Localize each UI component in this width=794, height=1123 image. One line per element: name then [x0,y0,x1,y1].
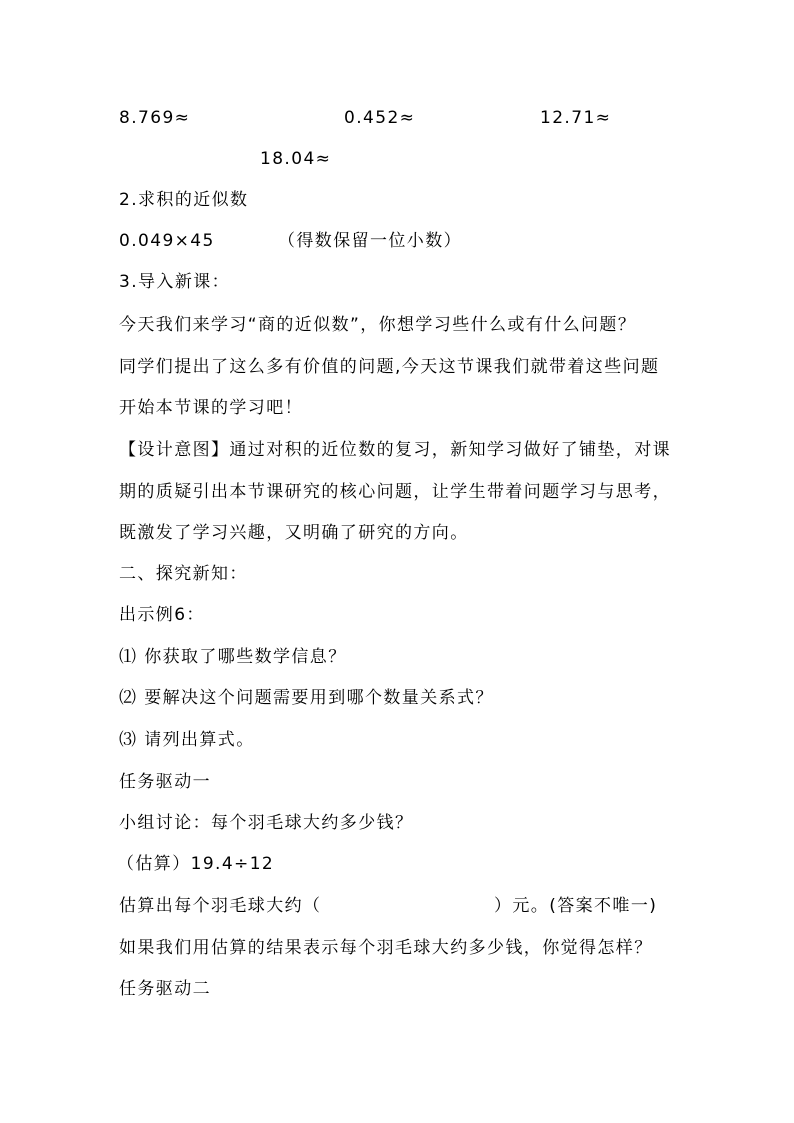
part-2-title: 二、探究新知： [119,564,248,584]
approx-item-2: 0.452≈ [344,108,416,128]
estimate-fill-after: ）元。(答案不唯一) [494,896,658,916]
intro-paragraph: 今天我们来学习“商的近似数”，你想学习些什么或有什么问题？ [119,315,637,335]
question-3: ⑶ 请列出算式。 [119,730,255,750]
example-title: 出示例6： [119,605,205,625]
question-2: ⑵ 要解决这个问题需要用到哪个数量关系式？ [119,688,494,708]
group-discussion: 小组讨论：每个羽毛球大约多少钱？ [119,813,414,833]
design-intent-line-2: 期的质疑引出本节课研究的核心问题，让学生带着问题学习与思考， [119,482,671,502]
approx-item-4: 18.04≈ [260,149,332,169]
task-1-title: 任务驱动一 [119,772,211,792]
design-intent-line-3: 既激发了学习兴趣，又明确了研究的方向。 [119,523,469,543]
intro-line-1: 同学们提出了这么多有价值的问题,今天这节课我们就带着这些问题 [119,357,660,377]
question-1: ⑴ 你获取了哪些数学信息？ [119,647,347,667]
estimate-expression: （估算）19.4÷12 [117,854,275,874]
task-2-title: 任务驱动二 [119,979,211,999]
design-intent-line-1: 【设计意图】通过对积的近位数的复习，新知学习做好了铺垫，对课 [119,440,671,460]
section-3-title: 3.导入新课： [119,272,231,292]
estimate-fill-before: 估算出每个羽毛球大约（ [119,896,322,916]
approx-item-1: 8.769≈ [119,108,191,128]
product-note: （得数保留一位小数） [278,231,462,251]
approx-item-3: 12.71≈ [540,108,612,128]
product-expression: 0.049×45 [119,231,215,251]
intro-line-2: 开始本节课的学习吧！ [119,398,303,418]
section-2-title: 2.求积的近似数 [119,190,249,210]
reflection-question: 如果我们用估算的结果表示每个羽毛球大约多少钱，你觉得怎样？ [119,938,653,958]
